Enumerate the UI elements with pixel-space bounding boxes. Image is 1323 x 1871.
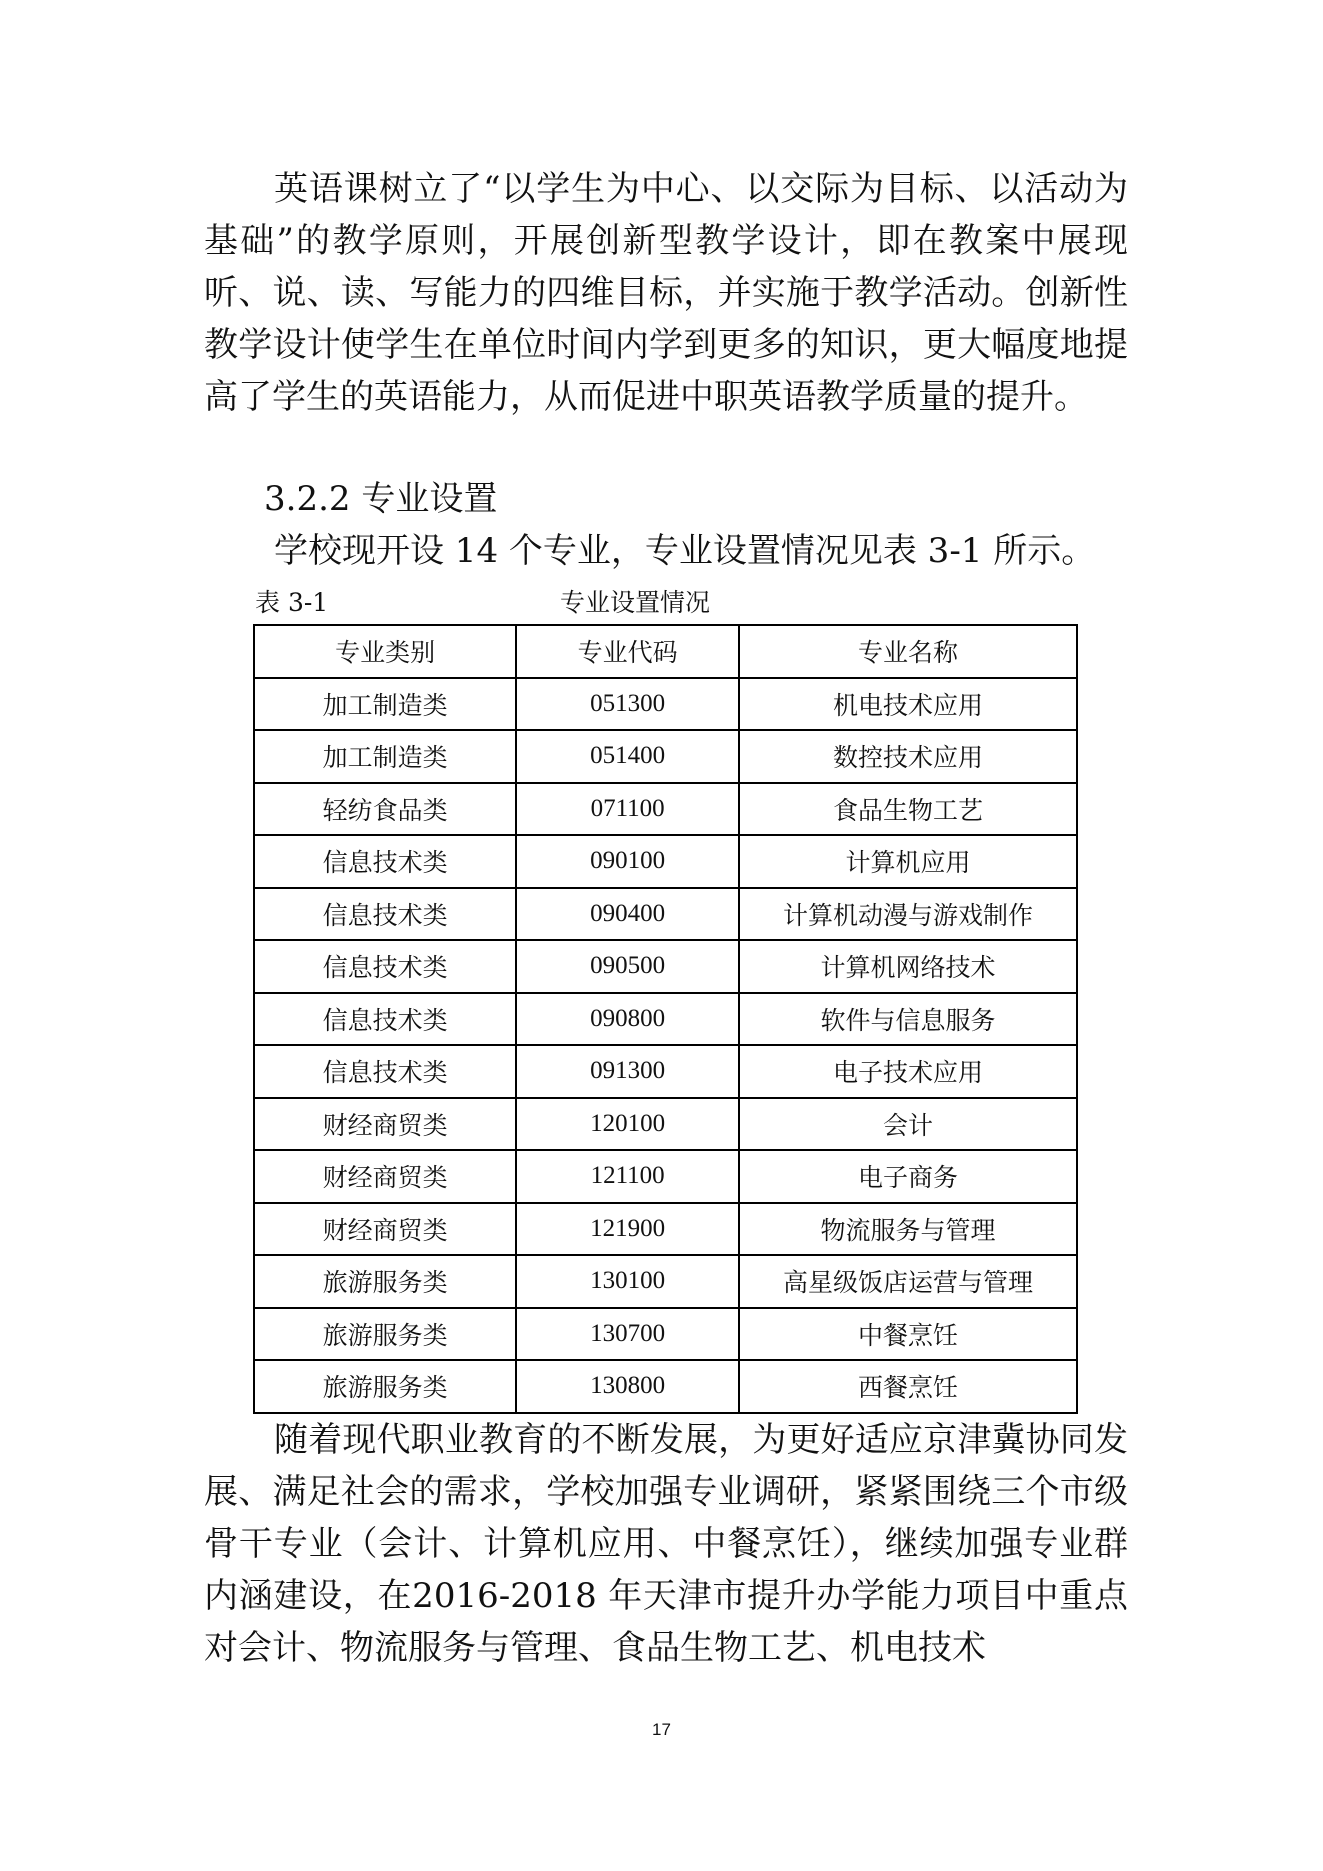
intro-text: 学校现开设 14 个专业，专业设置情况见表 3-1 所示。	[274, 531, 1096, 571]
cell-category: 旅游服务类	[254, 1360, 516, 1413]
header-name: 专业名称	[739, 625, 1077, 678]
cell-code: 130800	[516, 1360, 739, 1413]
table-row	[254, 1255, 1077, 1308]
cell-code: 051300	[516, 678, 739, 731]
table-row	[254, 835, 1077, 888]
cell-code: 130700	[516, 1308, 739, 1361]
table-row	[254, 1098, 1077, 1151]
cell-category: 财经商贸类	[254, 1098, 516, 1151]
cell-category: 信息技术类	[254, 1045, 516, 1098]
cell-code: 120100	[516, 1098, 739, 1151]
table-row	[254, 1360, 1077, 1413]
cell-name: 高星级饭店运营与管理	[739, 1255, 1077, 1308]
cell-name: 会计	[739, 1098, 1077, 1151]
cell-name: 计算机网络技术	[739, 940, 1077, 993]
cell-name: 数控技术应用	[739, 730, 1077, 783]
cell-name: 软件与信息服务	[739, 993, 1077, 1046]
majors-table	[253, 624, 1078, 1414]
cell-name: 电子商务	[739, 1150, 1077, 1203]
cell-code: 091300	[516, 1045, 739, 1098]
cell-code: 090100	[516, 835, 739, 888]
cell-code: 130100	[516, 1255, 739, 1308]
cell-name: 食品生物工艺	[739, 783, 1077, 836]
paragraph-english-teaching: 英语课树立了“以学生为中心、以交际为目标、以活动为基础”的教学原则，开展创新型教学设计，即在教案中展现听、说、读、写能力的四维目标，并实施于教学活动。创新性教学设计使学生在单位时间内学到更多的知识，更大幅度地提高了学生的英语能力，从而促进中职英语教学质量的提升。	[204, 169, 1128, 417]
table-row	[254, 1150, 1077, 1203]
cell-name: 物流服务与管理	[739, 1203, 1077, 1256]
cell-name: 机电技术应用	[739, 678, 1077, 731]
table-title: 专业设置情况	[560, 588, 711, 617]
header-code: 专业代码	[516, 625, 739, 678]
table-row	[254, 940, 1077, 993]
table-row	[254, 1308, 1077, 1361]
table-row	[254, 678, 1077, 731]
cell-category: 旅游服务类	[254, 1255, 516, 1308]
cell-code: 090500	[516, 940, 739, 993]
cell-name: 计算机动漫与游戏制作	[739, 888, 1077, 941]
cell-category: 信息技术类	[254, 835, 516, 888]
cell-name: 电子技术应用	[739, 1045, 1077, 1098]
table-label: 表 3-1	[255, 588, 329, 617]
cell-code: 071100	[516, 783, 739, 836]
table-header-row	[254, 625, 1077, 678]
paragraph-major-development: 随着现代职业教育的不断发展，为更好适应京津冀协同发展、满足社会的需求，学校加强专业调研，紧紧围绕三个市级骨干专业（会计、计算机应用、中餐烹饪），继续加强专业群内涵建设，在2016-2018 年天津市提升办学能力项目中重点对会计、物流服务与管理、食品生物工艺、机电技术	[204, 1420, 1128, 1668]
page-number: 17	[652, 1720, 671, 1739]
section-heading: 3.2.2 专业设置	[264, 479, 498, 519]
cell-category: 旅游服务类	[254, 1308, 516, 1361]
cell-code: 121900	[516, 1203, 739, 1256]
cell-category: 财经商贸类	[254, 1203, 516, 1256]
cell-name: 中餐烹饪	[739, 1308, 1077, 1361]
table-row	[254, 1203, 1077, 1256]
cell-category: 信息技术类	[254, 993, 516, 1046]
cell-code: 121100	[516, 1150, 739, 1203]
table-row	[254, 1045, 1077, 1098]
cell-category: 轻纺食品类	[254, 783, 516, 836]
table-row	[254, 888, 1077, 941]
cell-category: 财经商贸类	[254, 1150, 516, 1203]
cell-name: 计算机应用	[739, 835, 1077, 888]
cell-category: 信息技术类	[254, 940, 516, 993]
cell-code: 090400	[516, 888, 739, 941]
cell-category: 加工制造类	[254, 730, 516, 783]
table-row	[254, 730, 1077, 783]
cell-code: 051400	[516, 730, 739, 783]
table-row	[254, 783, 1077, 836]
cell-category: 信息技术类	[254, 888, 516, 941]
cell-code: 090800	[516, 993, 739, 1046]
header-category: 专业类别	[254, 625, 516, 678]
cell-name: 西餐烹饪	[739, 1360, 1077, 1413]
table-row	[254, 993, 1077, 1046]
cell-category: 加工制造类	[254, 678, 516, 731]
